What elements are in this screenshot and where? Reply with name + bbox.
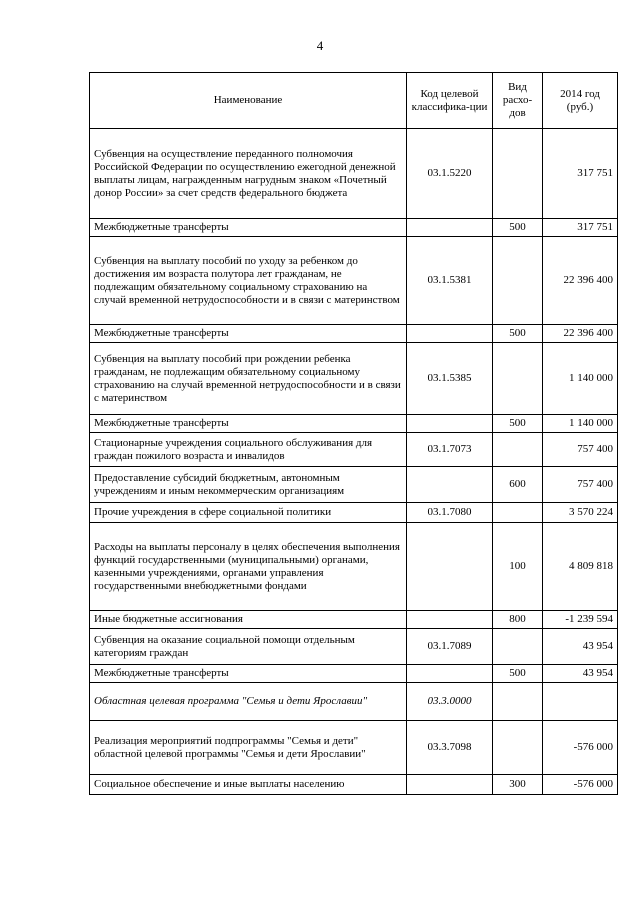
name-cell: Субвенция на осуществление переданного полномочия Российской Федерации по осуществлению ежегодной денежной выплаты лицам, награжденным нагрудным знаком «Почетный донор России» за счет средств федерального бюджета: [90, 129, 407, 219]
type-cell: [493, 433, 543, 467]
name-cell: Предоставление субсидий бюджетным, автономным учреждениям и иным некоммерческим организациям: [90, 467, 407, 503]
code-cell: [407, 219, 493, 237]
table-row: [90, 325, 618, 343]
code-cell: [407, 467, 493, 503]
amount-cell: 43 954: [543, 629, 618, 665]
code-cell: 03.1.5385: [407, 343, 493, 415]
amount-cell: 317 751: [543, 219, 618, 237]
code-cell: 03.1.7080: [407, 503, 493, 523]
code-cell: [407, 611, 493, 629]
header-amount: 2014 год (руб.): [543, 73, 618, 129]
type-cell: 600: [493, 467, 543, 503]
type-cell: [493, 629, 543, 665]
name-cell: Межбюджетные трансферты: [90, 415, 407, 433]
code-cell: [407, 665, 493, 683]
type-cell: 800: [493, 611, 543, 629]
name-cell: Иные бюджетные ассигнования: [90, 611, 407, 629]
code-cell: [407, 325, 493, 343]
table-header-row: [90, 73, 618, 129]
name-cell: Расходы на выплаты персоналу в целях обеспечения выполнения функций государственными (муниципальными) органами, казенными учреждениями, органами управления государственными внебюджетными фондами: [90, 523, 407, 611]
table-row: [90, 665, 618, 683]
type-cell: [493, 129, 543, 219]
name-cell: Прочие учреждения в сфере социальной политики: [90, 503, 407, 523]
code-cell: 03.3.0000: [407, 683, 493, 721]
table-row: [90, 629, 618, 665]
type-cell: [493, 683, 543, 721]
code-cell: 03.1.5381: [407, 237, 493, 325]
table-row: [90, 611, 618, 629]
table-row: [90, 523, 618, 611]
amount-cell: 43 954: [543, 665, 618, 683]
code-cell: 03.1.7089: [407, 629, 493, 665]
table-row: [90, 683, 618, 721]
table-row: [90, 503, 618, 523]
type-cell: 100: [493, 523, 543, 611]
header-code: Код целевой классифика-ции: [407, 73, 493, 129]
type-cell: 500: [493, 665, 543, 683]
header-type: Вид расхо-дов: [493, 73, 543, 129]
name-cell: Областная целевая программа "Семья и дети Ярославии": [90, 683, 407, 721]
code-cell: [407, 415, 493, 433]
header-name: Наименование: [90, 73, 407, 129]
type-cell: 300: [493, 775, 543, 795]
amount-cell: 757 400: [543, 467, 618, 503]
name-cell: Субвенция на выплату пособий при рождении ребенка гражданам, не подлежащим обязательному социальному страхованию на случай временной нетрудоспособности и в связи с материнством: [90, 343, 407, 415]
table-row: [90, 237, 618, 325]
amount-cell: [543, 683, 618, 721]
amount-cell: 757 400: [543, 433, 618, 467]
type-cell: [493, 721, 543, 775]
amount-cell: 317 751: [543, 129, 618, 219]
name-cell: Межбюджетные трансферты: [90, 219, 407, 237]
table-row: [90, 467, 618, 503]
amount-cell: -1 239 594: [543, 611, 618, 629]
type-cell: 500: [493, 325, 543, 343]
code-cell: [407, 775, 493, 795]
amount-cell: 3 570 224: [543, 503, 618, 523]
code-cell: 03.3.7098: [407, 721, 493, 775]
name-cell: Субвенция на выплату пособий по уходу за ребенком до достижения им возраста полутора лет гражданам, не подлежащим обязательному социальному страхованию на случай временной нетрудоспособности и в связи с материнством: [90, 237, 407, 325]
amount-cell: 22 396 400: [543, 325, 618, 343]
table-row: [90, 219, 618, 237]
table-row: [90, 343, 618, 415]
table-body: [90, 129, 618, 795]
code-cell: [407, 523, 493, 611]
page-number: 4: [316, 38, 324, 53]
table-row: [90, 433, 618, 467]
table-row: [90, 775, 618, 795]
type-cell: 500: [493, 219, 543, 237]
name-cell: Реализация мероприятий подпрограммы "Семья и дети" областной целевой программы "Семья и дети Ярославии": [90, 721, 407, 775]
name-cell: Социальное обеспечение и иные выплаты населению: [90, 775, 407, 795]
type-cell: 500: [493, 415, 543, 433]
amount-cell: 4 809 818: [543, 523, 618, 611]
type-cell: [493, 503, 543, 523]
amount-cell: 1 140 000: [543, 415, 618, 433]
amount-cell: -576 000: [543, 721, 618, 775]
name-cell: Межбюджетные трансферты: [90, 325, 407, 343]
amount-cell: -576 000: [543, 775, 618, 795]
name-cell: Межбюджетные трансферты: [90, 665, 407, 683]
table-row: [90, 415, 618, 433]
budget-table: [89, 72, 618, 795]
code-cell: 03.1.5220: [407, 129, 493, 219]
type-cell: [493, 343, 543, 415]
amount-cell: 22 396 400: [543, 237, 618, 325]
code-cell: 03.1.7073: [407, 433, 493, 467]
amount-cell: 1 140 000: [543, 343, 618, 415]
name-cell: Субвенция на оказание социальной помощи отдельным категориям граждан: [90, 629, 407, 665]
table-row: [90, 129, 618, 219]
type-cell: [493, 237, 543, 325]
table-row: [90, 721, 618, 775]
name-cell: Стационарные учреждения социального обслуживания для граждан пожилого возраста и инвалидов: [90, 433, 407, 467]
